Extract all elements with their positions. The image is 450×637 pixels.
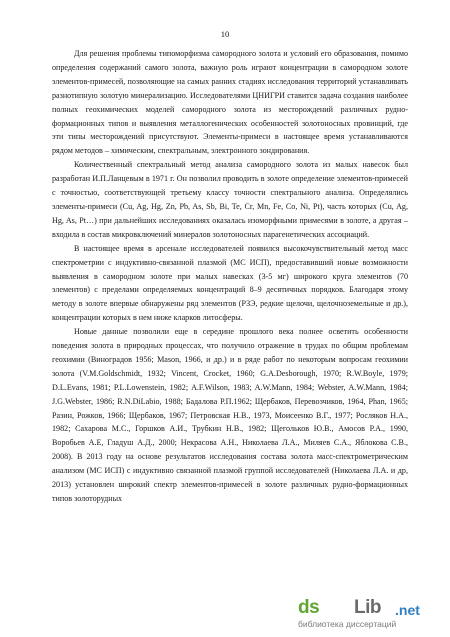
logo-net-text: .net [395, 602, 420, 618]
page-number: 10 [220, 29, 230, 39]
paragraph-4: Новые данные позволили еще в середине прошлого века полнее осветить особенности поведения золота в природных процессах, что получило отражение в трудах по общим проблемам геохимии (Виноградов 1956; Mason, 1966, и др.) и в ряде работ по некоторым вопросам геохимии золота (V.M.Goldschmidt, 1932; Vincent, Crocket, 1960; G.A.Desborough, 1970; R.W.Boyle, 1979; D.L.Evans, 1981; P.L.Lowenstein, 1982; A.F.Wilson, 1983; A.W.Mann, 1984; Webster, A.W.Mann, 1984; J.G.Webster, 1986; R.N.DiLabio, 1988; Бадалова Р.П.1962; Щербаков, Перевозчиков, 1964, Phan, 1965; Разин, Рожков, 1966; Щербаков, 1967; Петровская Н.В., 1973, Моисеенко В.Г., 1977; Росляков Н.А., 1982; Сахарова М.С., Горшков А.И., Трубкин Н.В., 1982; Щегольков Ю.В., Амосов Р.А., 1990, Воробьев А.Е, Гладуш А.Д., 2000; Некрасова А.Н., Николаева Л.А., Миляев С.А., Яблокова С.В., 2008). В 2013 году на основе результатов исследования состава золота масс-спектрометрическим анализом (МС ИСП) с индуктивно связанной плазмой группой исследователей (Николаева Л.А. и др, 2013) установлен широкий спектр элементов-примесей в золоте различных рудно-формационных типов золоторудных [52, 327, 408, 503]
logo-ds-text: ds [298, 597, 320, 618]
dslib-logo [298, 599, 436, 619]
paragraph-1: Для решения проблемы типоморфизма самородного золота и условий его образования, помимо определения содержаний самого золота, важную роль играют концентрации в самородном золоте элементов-примесей, позволяющие на самых ранних стадиях исследования территорий устанавливать разнотипную золотую минерализацию. Исследователями ЦНИГРИ ставится задача создания наиболее полных геохимических моделей самородного золота из месторождений различных рудно-формационных типов и выявления металлогенических особенностей золотоносных провинций, где эти типы месторождений присутствуют. Элементы-примеси в настоящее время устанавливаются рядом методов – химическим, спектральным, электронного зондирования. [52, 49, 408, 156]
logo-lib-text: Lib [354, 597, 381, 618]
body-text [52, 47, 408, 582]
paragraph-2: Количественный спектральный метод анализа самородного золота из малых навесок был разработан И.П.Ланцевым в 1971 г. Он позволил проводить в золоте определение элементов-примесей с точностью, соответствующей третьему классу точности спектрального анализа. Определялись элементы-примеси (Cu, Ag, Hg, Zn, Pb, As, Sb, Bi, Te, Cr, Mn, Fe, Co, Ni, Pt), часть которых (Cu, Ag, Hg, As, Pt…) при дальнейших исследованиях оказалась изоморфными примесями в золоте, а другая – входила в состав микровключений минералов золотоносных парагенетических ассоциаций. [52, 160, 408, 239]
dslib-watermark [298, 599, 436, 629]
watermark-subtitle: библиотека диссертаций [298, 619, 397, 629]
paragraph-3: В настоящее время в арсенале исследователей появился высокочувствительный метод масс спектрометрии с индуктивно-связанной плазмой (МС ИСП), предоставивший новые возможности выявления в самородном золоте при малых навесках (3-5 мг) широкого круга элементов (70 элементов) с пределами определяемых концентраций 8–9 десятичных порядков. Благодаря этому методу в золоте впервые обнаружены ряд элементов (РЗЭ, редкие щелочи, щелочноземельные и др.), концентрации которых в нем ниже кларков литосферы. [52, 243, 408, 323]
